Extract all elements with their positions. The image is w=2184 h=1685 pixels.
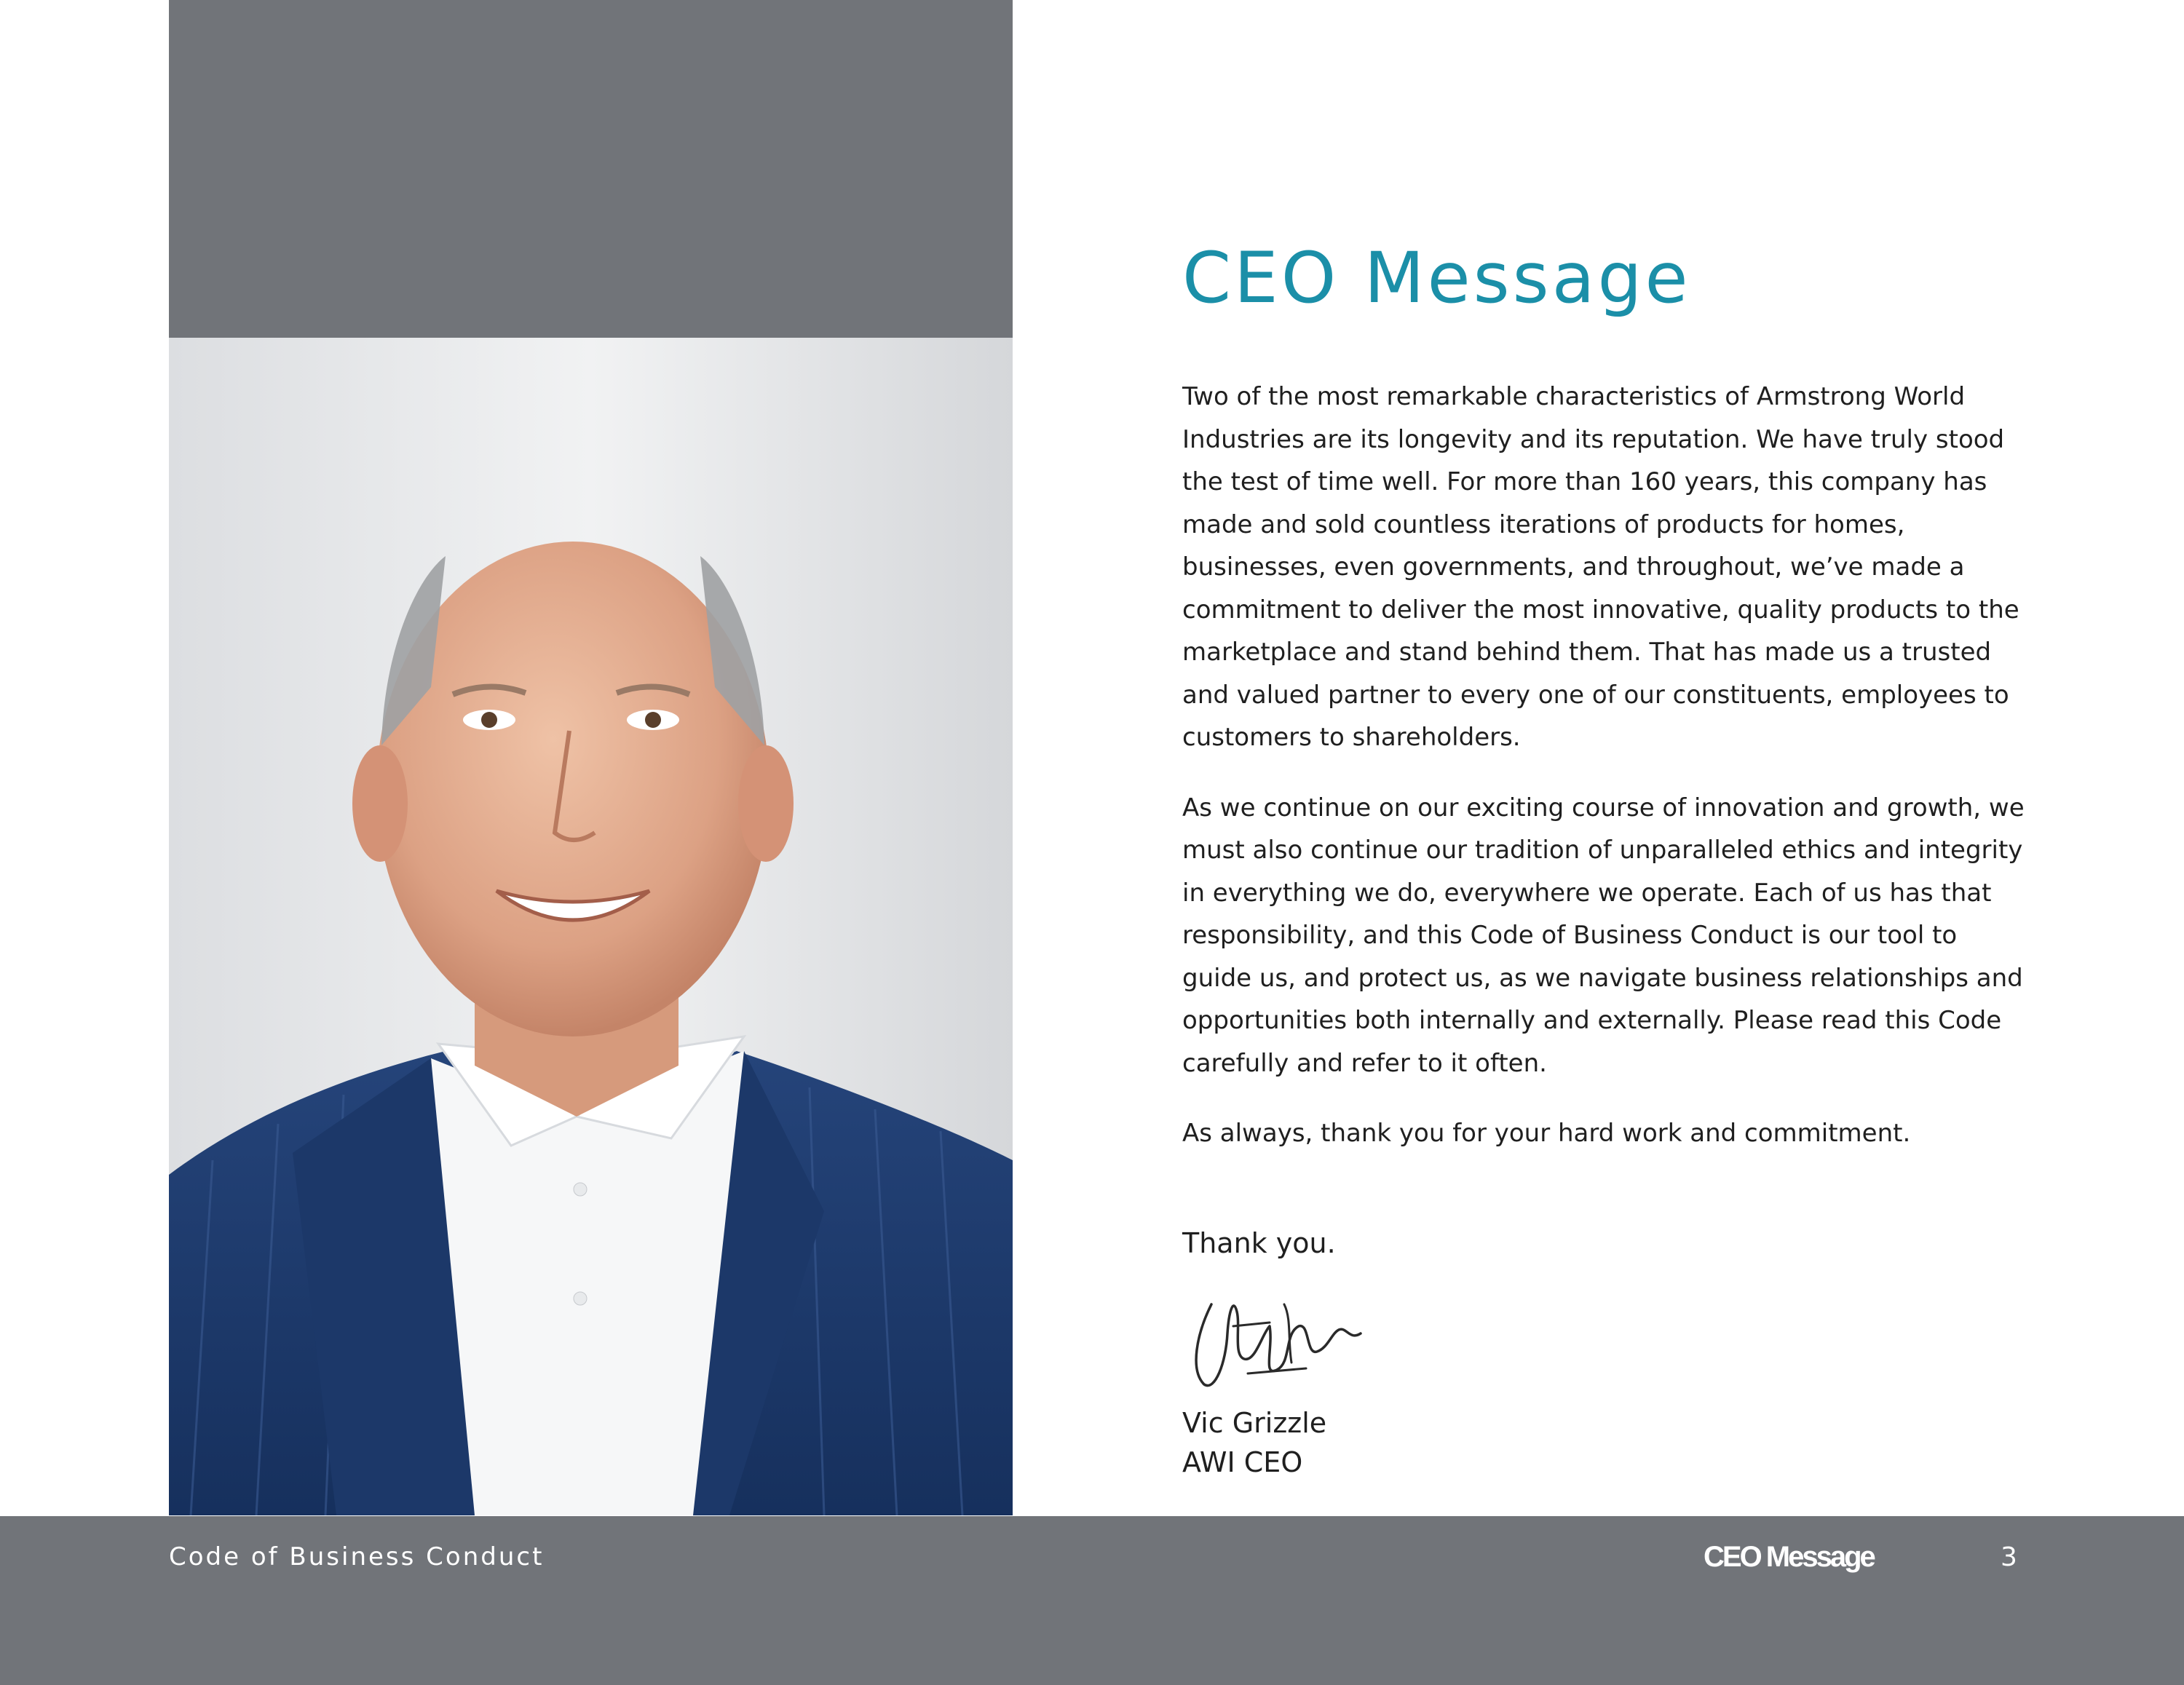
ceo-portrait-illustration — [169, 338, 1013, 1515]
page-number: 3 — [2001, 1542, 2017, 1572]
footer-section-label: CEO Message — [1704, 1541, 1874, 1573]
ceo-portrait-photo — [169, 338, 1013, 1515]
header-grey-block — [169, 0, 1013, 338]
footer-document-title: Code of Business Conduct — [169, 1542, 545, 1571]
signature-image — [1182, 1282, 1372, 1399]
signer-name: Vic Grizzle — [1182, 1407, 1327, 1439]
letter-paragraph: As we continue on our exciting course of innovation and growth, we must also continue our tradition of unparalleled ethics and integrity in everything we do, everywhere we operate. Each of us has that responsibility, and this Code of Business Conduct is our tool to guide us, and protect us, as we navigate business relationships and opportunities both internally and externally. Please read this Code carefully and refer to it often. — [1182, 793, 2025, 1078]
letter-paragraph: As always, thank you for your hard work and commitment. — [1182, 1119, 1911, 1148]
letter-closing: Thank you. — [1182, 1227, 1336, 1259]
signer-title: AWI CEO — [1182, 1446, 1303, 1478]
letter-paragraph: Two of the most remarkable characteristics of Armstrong World Industries are its longevity and its reputation. We have truly stood the test of time well. For more than 160 years, this company has made and sold countless iterations of products for homes, businesses, even governments, and throughout, we’ve made a commitment to deliver the most innovative, quality products to the marketplace and stand behind them. That has made us a trusted and valued partner to every one of our constituents, employees to customers to shareholders. — [1182, 382, 2019, 752]
footer-bar — [0, 1516, 2184, 1685]
page-title: CEO Message — [1182, 237, 1691, 319]
letter-body — [1182, 376, 2027, 1183]
